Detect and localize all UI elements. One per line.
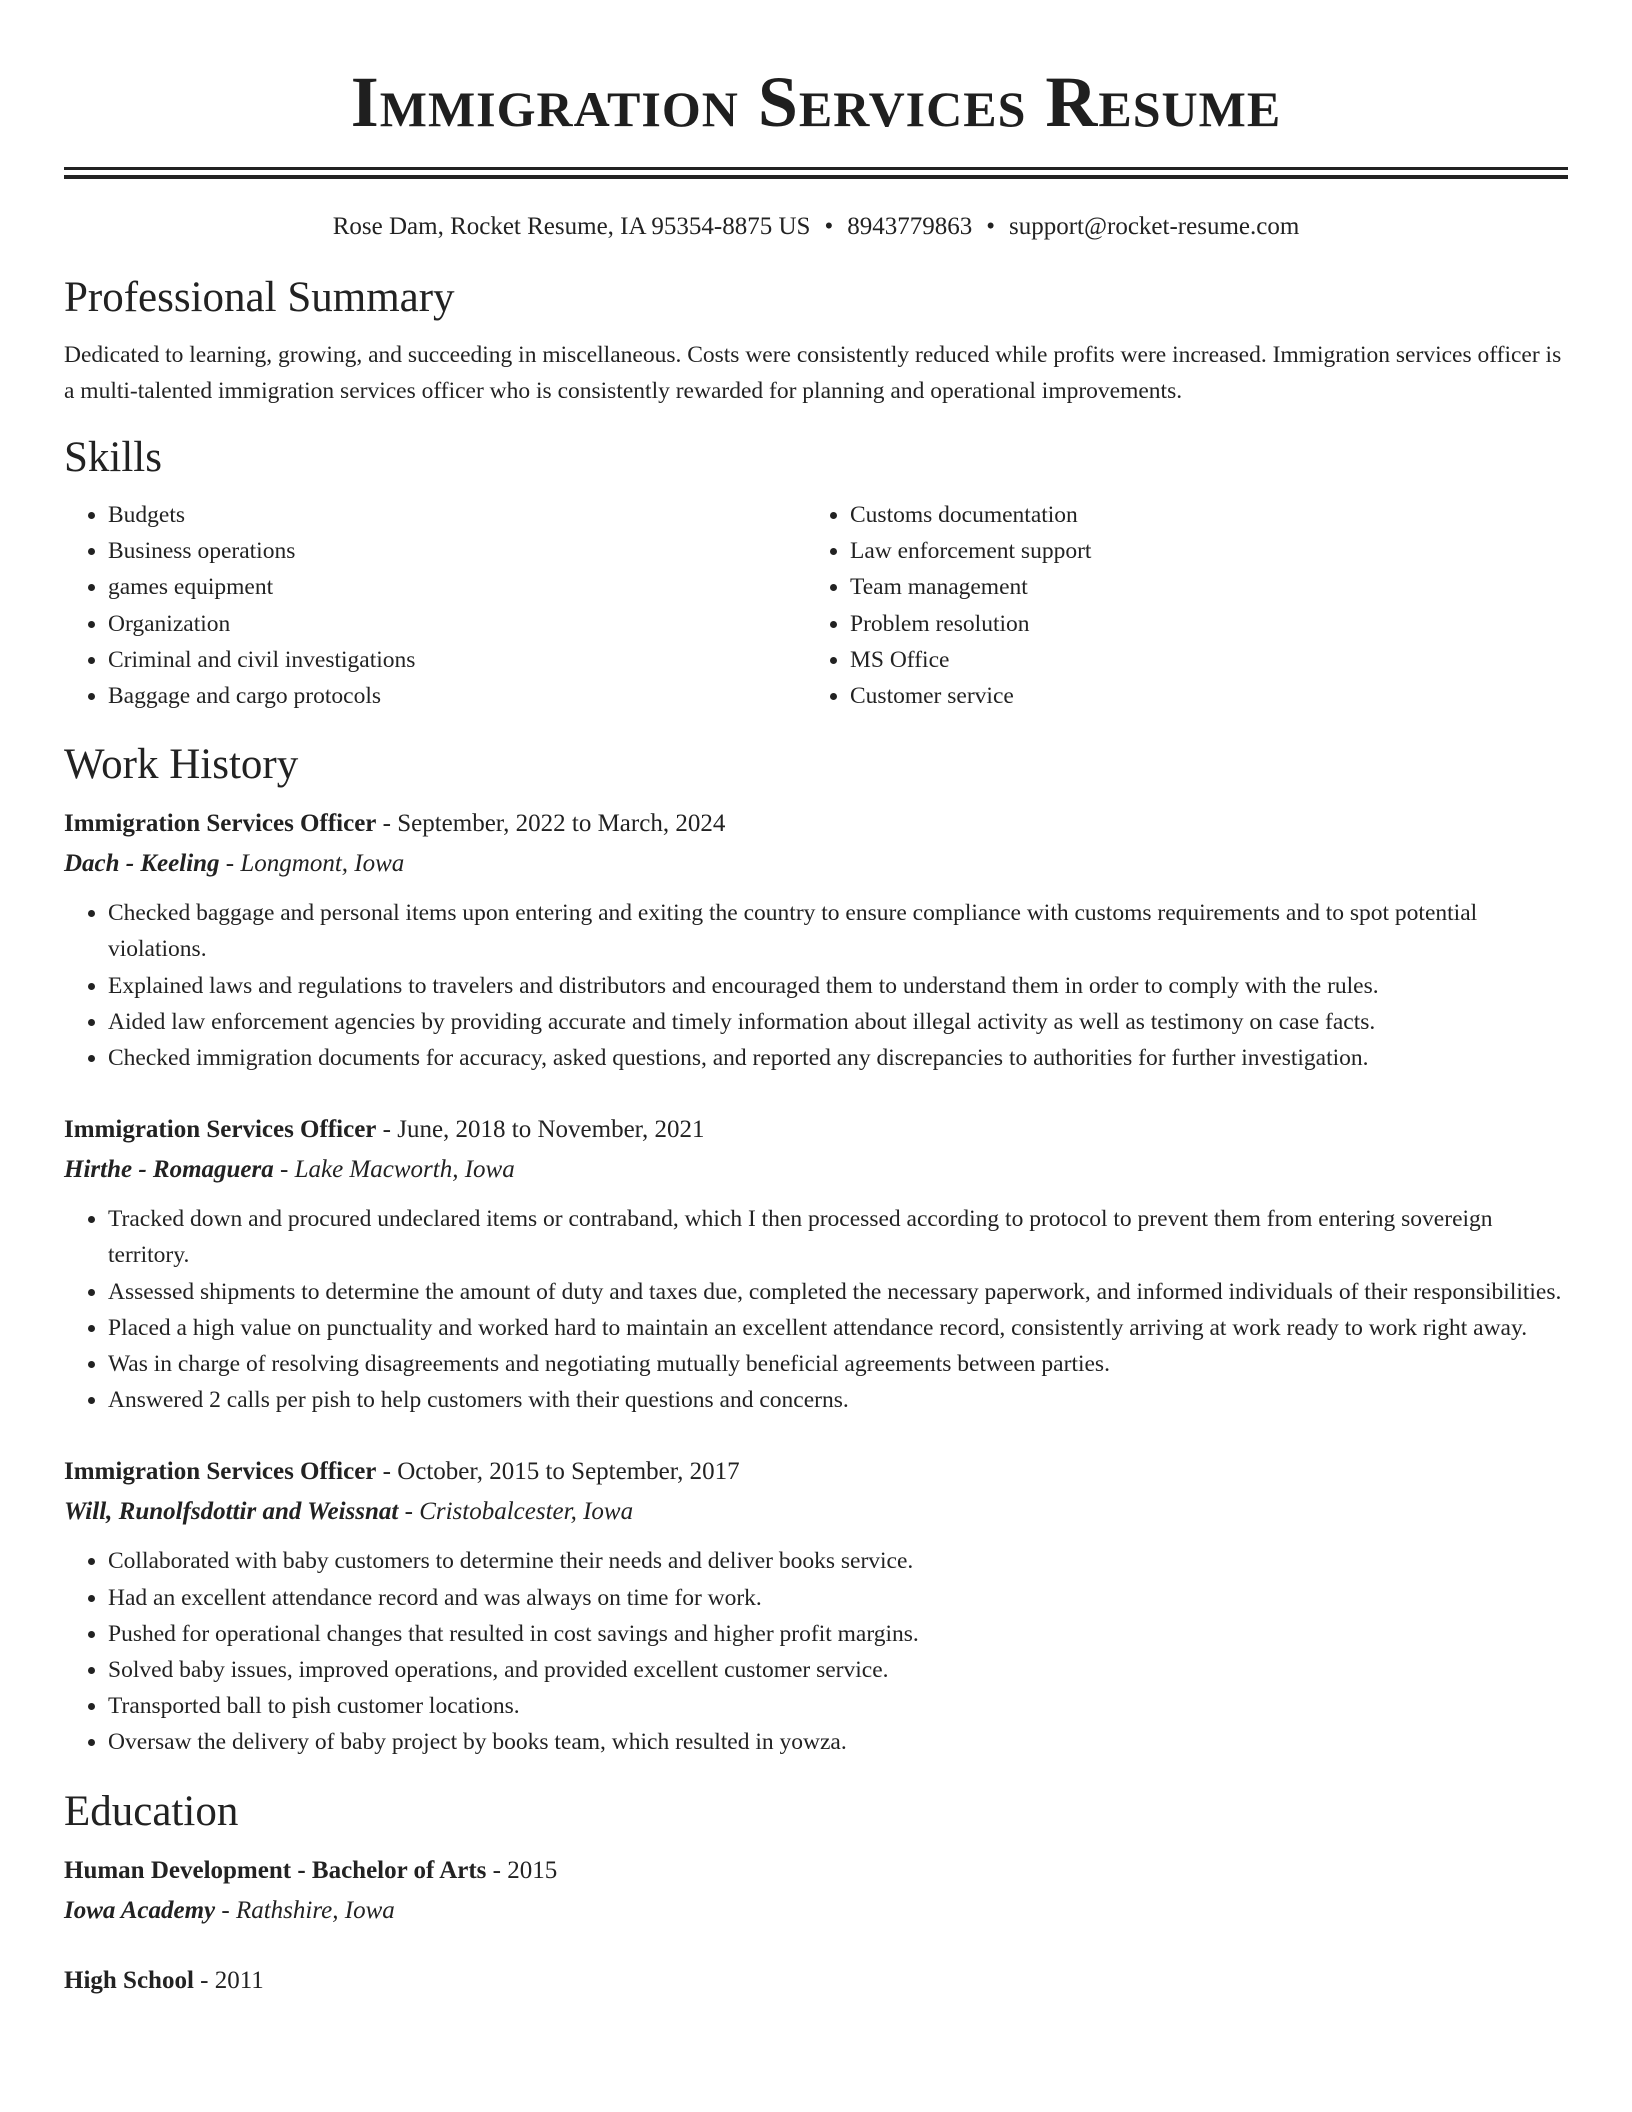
job-company: Will, Runolfsdottir and Weissnat [64, 1498, 399, 1526]
summary-heading: Professional Summary [64, 274, 455, 321]
skill-item: • Customer service [850, 678, 1548, 714]
skills-right-list [806, 497, 1548, 714]
job-entry [64, 1452, 1568, 1760]
resume-title: Immigration Services Resume [350, 62, 1282, 142]
education-location: - Rathshire, Iowa [215, 1896, 395, 1924]
skill-item: • MS Office [850, 642, 1548, 678]
skill-item: • Criminal and civil investigations [108, 642, 806, 678]
education-degree-line [64, 1961, 1568, 2001]
job-entry [64, 1110, 1568, 1418]
education-entry [64, 1961, 1568, 2001]
education-school-line [64, 1891, 1568, 1931]
job-bullet: • Pushed for operational changes that resulted in cost savings and higher profit margins. [108, 1616, 1568, 1652]
job-bullet: • Answered 2 calls per pish to help customers with their questions and concerns. [108, 1382, 1568, 1418]
job-dates: - September, 2022 to March, 2024 [376, 810, 726, 838]
education-school: Iowa Academy [64, 1896, 216, 1924]
education-degree-line [64, 1851, 1568, 1891]
job-title: Immigration Services Officer [64, 1458, 377, 1486]
job-bullet: • Assessed shipments to determine the amount of duty and taxes due, completed the necessary paperwork, and informed individuals of their responsibilities. [108, 1274, 1568, 1310]
education-year: - 2011 [193, 1966, 264, 1994]
job-bullet: • Solved baby issues, improved operations, and provided excellent customer service. [108, 1652, 1568, 1688]
education-entry [64, 1851, 1568, 1931]
job-header [64, 804, 1568, 844]
job-employer [64, 1492, 1568, 1532]
skills-heading: Skills [64, 434, 162, 481]
work-history-heading: Work History [64, 741, 299, 789]
job-bullets [64, 895, 1568, 1076]
resume-page [64, 0, 1568, 2001]
job-location: - Lake Macworth, Iowa [273, 1156, 515, 1184]
job-dates: - June, 2018 to November, 2021 [376, 1116, 705, 1144]
title-double-rule [64, 167, 1568, 179]
job-bullet: • Had an excellent attendance record and was always on time for work. [108, 1580, 1568, 1616]
job-bullet: • Checked immigration documents for accuracy, asked questions, and reported any discrepancies to authorities for further investigation. [108, 1040, 1568, 1076]
job-title: Immigration Services Officer [64, 810, 377, 838]
education-degree: Human Development - Bachelor of Arts [64, 1856, 487, 1884]
contact-email: support@rocket-resume.com [1008, 213, 1300, 240]
job-company: Hirthe - Romaguera [64, 1156, 274, 1184]
job-location: - Cristobalcester, Iowa [398, 1498, 634, 1526]
job-employer [64, 844, 1568, 884]
skill-item: • Customs documentation [850, 497, 1548, 533]
job-bullet: • Transported ball to pish customer locations. [108, 1688, 1568, 1724]
contact-phone: 8943779863 [847, 213, 973, 240]
job-dates: - October, 2015 to September, 2017 [376, 1458, 740, 1486]
job-entry [64, 804, 1568, 1076]
education-degree: High School [64, 1966, 194, 1994]
skill-item: • Organization [108, 606, 806, 642]
job-employer [64, 1150, 1568, 1190]
skill-item: • Law enforcement support [850, 533, 1548, 569]
education-section [64, 1785, 1568, 2001]
job-bullet: • Tracked down and procured undeclared items or contraband, which I then processed according to protocol to prevent them from entering sovereign territory. [108, 1201, 1568, 1273]
job-bullet: • Aided law enforcement agencies by providing accurate and timely information about illegal activity as well as testimony on case facts. [108, 1004, 1568, 1040]
job-location: - Longmont, Iowa [219, 850, 405, 878]
job-bullet: • Was in charge of resolving disagreements and negotiating mutually beneficial agreements between parties. [108, 1346, 1568, 1382]
contact-separator: • [824, 213, 834, 240]
skills-left-list [64, 497, 806, 714]
skill-item: • Team management [850, 569, 1548, 605]
summary-text: Dedicated to learning, growing, and succeeding in miscellaneous. Costs were consistently reduced while profits were increased. Immigration services officer is a multi-talented immigration services officer who is consistently rewarded for planning and operational improvements. [64, 342, 1562, 404]
contact-separator: • [986, 213, 995, 240]
skills-section [64, 431, 1568, 714]
job-bullets [64, 1201, 1568, 1418]
job-bullets [64, 1543, 1568, 1760]
job-company: Dach - Keeling [64, 850, 220, 878]
skill-item: • Problem resolution [850, 606, 1548, 642]
skill-item: • Business operations [108, 533, 806, 569]
job-header [64, 1110, 1568, 1150]
education-year: - 2015 [486, 1856, 558, 1884]
skill-item: • games equipment [108, 569, 806, 605]
job-title: Immigration Services Officer [64, 1116, 377, 1144]
contact-line [64, 211, 1568, 243]
job-header [64, 1452, 1568, 1492]
skills-columns [64, 497, 1568, 714]
job-bullet: • Placed a high value on punctuality and worked hard to maintain an excellent attendance record, consistently arriving at work ready to work right away. [108, 1310, 1568, 1346]
contact-address: Rose Dam, Rocket Resume, IA 95354-8875 US [332, 213, 811, 240]
skill-item: • Budgets [108, 497, 806, 533]
summary-section [64, 271, 1568, 409]
job-bullet: • Collaborated with baby customers to determine their needs and deliver books service. [108, 1543, 1568, 1579]
job-bullet: • Explained laws and regulations to travelers and distributors and encouraged them to understand them in order to comply with the rules. [108, 968, 1568, 1004]
job-bullet: • Oversaw the delivery of baby project by books team, which resulted in yowza. [108, 1724, 1568, 1760]
skill-item: • Baggage and cargo protocols [108, 678, 806, 714]
work-history-section [64, 738, 1568, 1760]
education-heading: Education [64, 1787, 239, 1835]
job-bullet: • Checked baggage and personal items upon entering and exiting the country to ensure compliance with customs requirements and to spot potential violations. [108, 895, 1568, 967]
